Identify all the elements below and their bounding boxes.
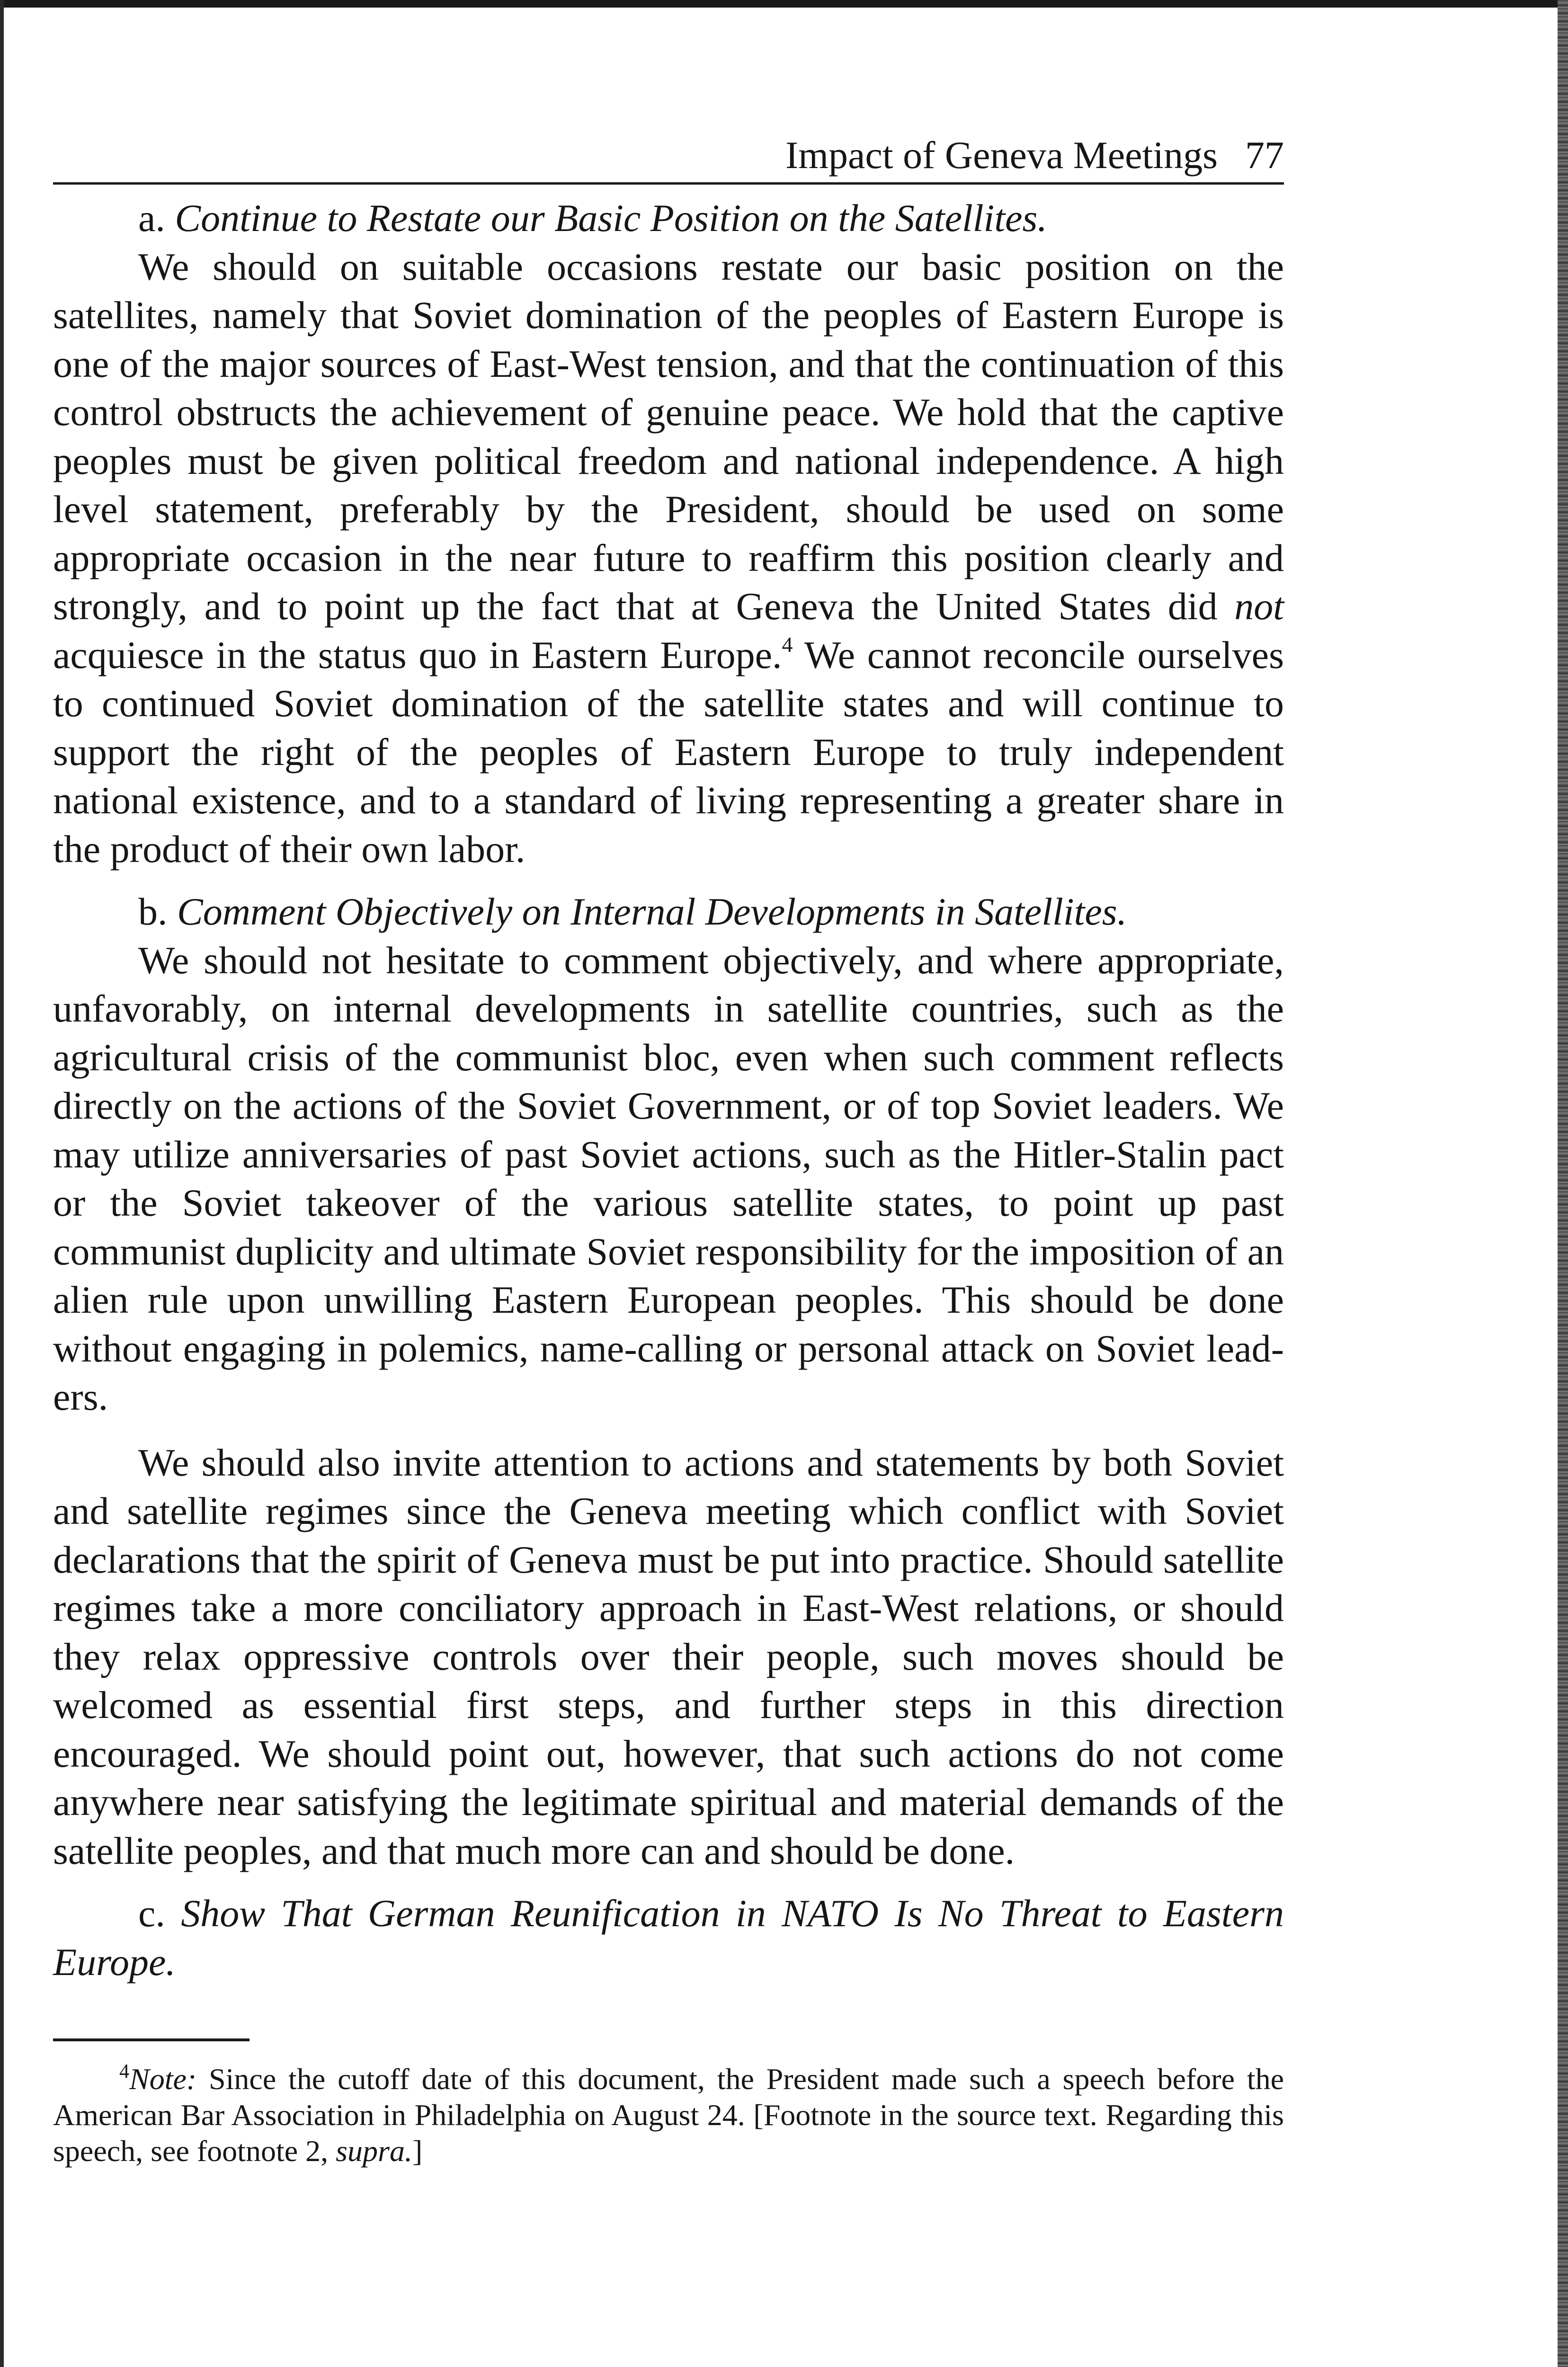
section-a-paragraph <box>53 243 1284 874</box>
section-b-letter: b. <box>138 890 168 933</box>
footnote-label: Note: <box>129 2062 197 2096</box>
section-c-heading <box>53 1889 1284 1986</box>
running-head-title: Impact of Geneva Meetings <box>785 133 1218 177</box>
footnote-supra: supra. <box>336 2134 412 2168</box>
section-a-heading <box>53 194 1284 243</box>
body-text <box>53 194 1284 1986</box>
footnote-end: ] <box>412 2134 423 2168</box>
scan-top-border <box>0 0 1568 8</box>
emphasis-not: not <box>1234 585 1284 628</box>
page-number: 77 <box>1245 133 1284 177</box>
section-b-title: Comment Objectively on Internal Developments in Satellites. <box>177 890 1127 933</box>
footnote <box>53 2054 1284 2169</box>
section-a-text-3: We cannot reconcile ourselves to continued Soviet domination of the satellite states and will continue to support the right of the peoples of Eastern Europe to truly independent national existence, and to a standard of living representing a greater share in the product of their own labor. <box>53 633 1284 871</box>
scan-right-border <box>1558 0 1568 2367</box>
footnote-rule <box>53 2038 249 2041</box>
book-page <box>53 123 1284 2199</box>
section-b-paragraph-2: We should also invite attention to actions and statements by both Soviet and satellite regimes since the Geneva meeting which conflict with Soviet declarations that the spirit of Geneva must be put into practice. Should satellite regimes take a more conciliatory approach in East-West relations, or should they relax oppressive controls over their people, such moves should be welcomed as essential first steps, and further steps in this direction encouraged. We should point out, however, that such actions do not come anywhere near satisfying the legitimate spiritual and material demands of the satellite peoples, and that much more can and should be done. <box>53 1441 1284 1872</box>
section-a-title: Continue to Restate our Basic Position on the Satellites. <box>175 196 1047 240</box>
footnote-marker: 4 <box>119 2061 129 2082</box>
section-c-letter: c. <box>138 1892 165 1935</box>
footnote-reference[interactable]: 4 <box>782 632 793 657</box>
section-b-heading <box>53 888 1284 936</box>
section-b-paragraph-1: We should not hesitate to comment objectively, and where appropriate, unfavorably, on internal developments in satellite countries, such as the agricultural crisis of the communist bloc, even when such comment reflects directly on the actions of the Soviet Government, or of top Soviet leaders. We may utilize anniversaries of past Soviet actions, such as the Hitler-Stalin pact or the Soviet takeover of the various satellite states, to point up past communist duplicity and ultimate Soviet responsibility for the imposition of an alien rule upon unwilling Eastern European peoples. This should be done without engaging in polemics, name-calling or personal attack on Soviet leaders. <box>53 938 1284 1418</box>
section-a-text-2: acquiesce in the status quo in Eastern Europe. <box>53 633 782 676</box>
scan-left-border <box>0 0 4 2367</box>
section-a-letter: a. <box>138 196 165 240</box>
section-a-text-1: We should on suitable occasions restate our basic position on the satellites, namely that Soviet domination of the peoples of Eastern Europe is one of the major sources of East-West tension, and that the continuation of this control obstructs the achievement of genuine peace. We hold that the captive peoples must be given political freedom and national independence. A high level statement, preferably by the President, should be used on some appropriate occasion in the near future to reaffirm this position clearly and strongly, and to point up the fact that at Geneva the United States did <box>53 245 1284 628</box>
section-c-title: Show That German Reunification in NATO Is No Threat to Eastern Europe. <box>53 1892 1284 1984</box>
footnote-text: Since the cutoff date of this document, the President made such a speech before the American Bar Association in Philadelphia on August 24. [Footnote in the source text. Regarding this speech, see footnote 2, <box>53 2062 1284 2168</box>
running-head <box>53 123 1284 185</box>
